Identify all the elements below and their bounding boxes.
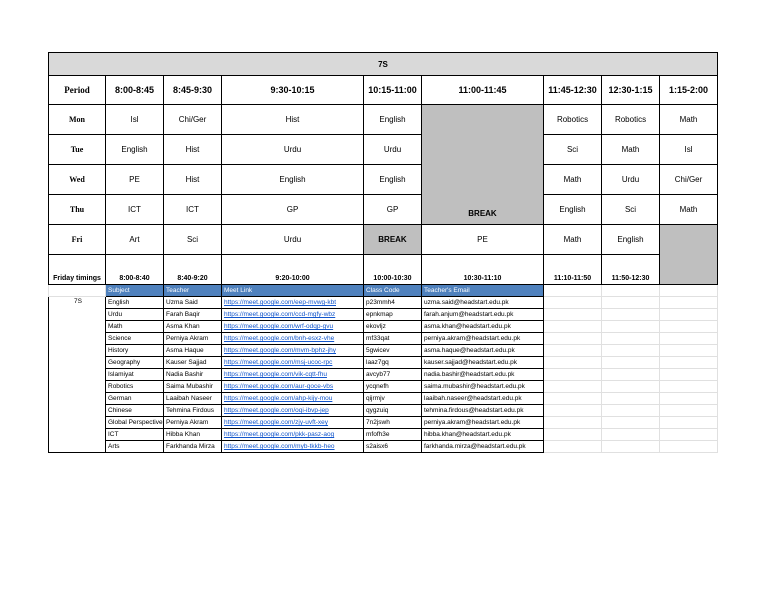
blank-cell — [660, 417, 718, 429]
blank-cell — [660, 309, 718, 321]
lesson-cell: English — [544, 195, 602, 225]
blank-cell — [544, 345, 602, 357]
class-code-cell: qijrmjv — [364, 393, 422, 405]
blank-cell — [602, 369, 660, 381]
lesson-cell: Hist — [222, 105, 364, 135]
day-label: Wed — [49, 165, 106, 195]
meet-link[interactable]: https://meet.google.com/mvm-bphz-jhy — [222, 345, 364, 357]
teacher-email-cell: perniya.akram@headstart.edu.pk — [422, 417, 544, 429]
blank-cell — [602, 333, 660, 345]
lesson-cell: Urdu — [364, 135, 422, 165]
blank-cell — [660, 357, 718, 369]
table-row — [49, 429, 718, 441]
table-row — [49, 369, 718, 381]
column-header: Class Code — [364, 285, 422, 297]
blank-cell — [602, 441, 660, 453]
lesson-cell: Isl — [660, 135, 718, 165]
day-label: Thu — [49, 195, 106, 225]
teacher-cell: Asma Haque — [164, 345, 222, 357]
blank-cell — [544, 297, 602, 309]
blank-cell — [602, 345, 660, 357]
subject-cell: German — [106, 393, 164, 405]
lesson-cell: Sci — [544, 135, 602, 165]
table-row — [49, 393, 718, 405]
class-code-cell: 5gwicev — [364, 345, 422, 357]
class-code-cell: qygzuiq — [364, 405, 422, 417]
teacher-cell: Farah Baqir — [164, 309, 222, 321]
blank-cell — [544, 393, 602, 405]
friday-time: 10:00-10:30 — [364, 255, 422, 285]
class-code-cell: laaz7gq — [364, 357, 422, 369]
lesson-cell: GP — [222, 195, 364, 225]
day-label: Tue — [49, 135, 106, 165]
subject-cell: Geography — [106, 357, 164, 369]
blank-cell — [660, 369, 718, 381]
meet-link[interactable]: https://meet.google.com/myb-tkkb-heo — [222, 441, 364, 453]
day-label: Fri — [49, 225, 106, 255]
class-code-cell: p23mmh4 — [364, 297, 422, 309]
timetable-title: 7S — [49, 53, 718, 76]
class-code-cell: avcyb77 — [364, 369, 422, 381]
lesson-cell: Sci — [602, 195, 660, 225]
table-row — [49, 357, 718, 369]
lesson-cell: Robotics — [602, 105, 660, 135]
blank-cell — [544, 285, 602, 297]
empty-grey-cell — [660, 225, 718, 285]
friday-timings-label: Friday timings — [49, 255, 106, 285]
blank-cell — [544, 441, 602, 453]
column-header: Subject — [106, 285, 164, 297]
column-header: Teacher — [164, 285, 222, 297]
period-time: 11:45-12:30 — [544, 76, 602, 105]
teacher-email-cell: laaibah.naseer@headstart.edu.pk — [422, 393, 544, 405]
blank-cell — [660, 441, 718, 453]
teacher-email-cell: nadia.bashir@headstart.edu.pk — [422, 369, 544, 381]
table-row — [49, 309, 718, 321]
blank-cell — [544, 357, 602, 369]
lesson-cell: PE — [106, 165, 164, 195]
lesson-cell: Sci — [164, 225, 222, 255]
teacher-email-cell: tehmina.firdous@headstart.edu.pk — [422, 405, 544, 417]
table-row — [49, 405, 718, 417]
lesson-cell: Chi/Ger — [660, 165, 718, 195]
period-time: 10:15-11:00 — [364, 76, 422, 105]
lesson-cell: Math — [602, 135, 660, 165]
lesson-cell: English — [364, 165, 422, 195]
friday-time: 11:10-11:50 — [544, 255, 602, 285]
teacher-email-cell: farkhanda.mirza@headstart.edu.pk — [422, 441, 544, 453]
teacher-cell: Laaibah Naseer — [164, 393, 222, 405]
lesson-cell: PE — [422, 225, 544, 255]
blank-cell — [660, 405, 718, 417]
subject-cell: History — [106, 345, 164, 357]
lesson-cell: Hist — [164, 135, 222, 165]
meet-link[interactable]: https://meet.google.com/aur-qoce-vbs — [222, 381, 364, 393]
teacher-email-cell: asma.khan@headstart.edu.pk — [422, 321, 544, 333]
blank-cell — [544, 321, 602, 333]
blank-cell — [602, 381, 660, 393]
column-header: Teacher's Email — [422, 285, 544, 297]
period-time: 8:00-8:45 — [106, 76, 164, 105]
blank-cell — [602, 393, 660, 405]
teacher-email-cell: farah.anjum@headstart.edu.pk — [422, 309, 544, 321]
table-row — [49, 333, 718, 345]
friday-time: 10:30-11:10 — [422, 255, 544, 285]
blank-cell — [602, 309, 660, 321]
teacher-email-cell: asma.haque@headstart.edu.pk — [422, 345, 544, 357]
subject-cell: Urdu — [106, 309, 164, 321]
lesson-cell: ICT — [106, 195, 164, 225]
subject-cell: Robotics — [106, 381, 164, 393]
lesson-cell: English — [602, 225, 660, 255]
meet-link[interactable]: https://meet.google.com/bnh-esxz-vhe — [222, 333, 364, 345]
subject-cell: English — [106, 297, 164, 309]
friday-time: 9:20-10:00 — [222, 255, 364, 285]
blank-cell — [660, 393, 718, 405]
subject-cell: Islamiyat — [106, 369, 164, 381]
friday-time: 8:40-9:20 — [164, 255, 222, 285]
table-row — [49, 381, 718, 393]
blank-cell — [602, 297, 660, 309]
teacher-cell: Perniya Akram — [164, 417, 222, 429]
class-name-cell: 7S — [49, 297, 106, 453]
teacher-email-cell: saima.mubashir@headstart.edu.pk — [422, 381, 544, 393]
class-code-cell: ycqnefh — [364, 381, 422, 393]
lesson-cell: English — [364, 105, 422, 135]
subject-cell: Math — [106, 321, 164, 333]
class-code-cell: mfofh3e — [364, 429, 422, 441]
class-code-cell: mf33qat — [364, 333, 422, 345]
period-time: 8:45-9:30 — [164, 76, 222, 105]
period-time: 12:30-1:15 — [602, 76, 660, 105]
teacher-email-cell: hibba.khan@headstart.edu.pk — [422, 429, 544, 441]
blank-cell — [544, 417, 602, 429]
subject-cell: Global Perspective — [106, 417, 164, 429]
meet-link[interactable]: https://meet.google.com/zjy-uvft-xey — [222, 417, 364, 429]
subject-cell: ICT — [106, 429, 164, 441]
lesson-cell: Math — [544, 225, 602, 255]
meet-link[interactable]: https://meet.google.com/vik-cqtt-fhu — [222, 369, 364, 381]
blank-cell — [660, 429, 718, 441]
class-code-cell: s2aisx6 — [364, 441, 422, 453]
blank-cell — [660, 333, 718, 345]
lesson-cell: Hist — [164, 165, 222, 195]
subject-header-row — [49, 285, 718, 297]
teacher-cell: Tehmina Firdous — [164, 405, 222, 417]
blank-cell — [544, 333, 602, 345]
teacher-email-cell: uzma.said@headstart.edu.pk — [422, 297, 544, 309]
subject-cell: Science — [106, 333, 164, 345]
break-label: BREAK — [468, 209, 497, 218]
period-header: Period — [49, 76, 106, 105]
class-code-cell: epnkmap — [364, 309, 422, 321]
subject-cell: Chinese — [106, 405, 164, 417]
teacher-cell: Asma Khan — [164, 321, 222, 333]
lesson-cell: Math — [544, 165, 602, 195]
teacher-email-cell: kauser.sajjad@headstart.edu.pk — [422, 357, 544, 369]
blank-cell — [544, 429, 602, 441]
blank-cell — [660, 297, 718, 309]
lesson-cell: English — [106, 135, 164, 165]
meet-link[interactable]: https://meet.google.com/msj-ucoc-rpc — [222, 357, 364, 369]
blank-cell — [49, 285, 106, 297]
lesson-cell: Math — [660, 105, 718, 135]
blank-cell — [602, 285, 660, 297]
friday-time: 11:50-12:30 — [602, 255, 660, 285]
meet-link[interactable]: https://meet.google.com/ahp-kijy-mou — [222, 393, 364, 405]
period-time: 11:00-11:45 — [422, 76, 544, 105]
lesson-cell: Urdu — [602, 165, 660, 195]
period-time: 9:30-10:15 — [222, 76, 364, 105]
meet-link[interactable]: https://meet.google.com/ccd-mgfy-wbz — [222, 309, 364, 321]
lesson-cell: Isl — [106, 105, 164, 135]
friday-break-cell: BREAK — [364, 225, 422, 255]
blank-cell — [544, 309, 602, 321]
teacher-cell: Farkhanda Mirza — [164, 441, 222, 453]
class-code-cell: 7n2jswh — [364, 417, 422, 429]
blank-cell — [660, 345, 718, 357]
break-cell — [422, 105, 544, 225]
subject-cell: Arts — [106, 441, 164, 453]
teacher-cell: Hibba Khan — [164, 429, 222, 441]
lesson-cell: GP — [364, 195, 422, 225]
blank-cell — [602, 429, 660, 441]
blank-cell — [660, 381, 718, 393]
lesson-cell: English — [222, 165, 364, 195]
lesson-cell: ICT — [164, 195, 222, 225]
meet-link[interactable]: https://meet.google.com/eep-mvwg-kbt — [222, 297, 364, 309]
blank-cell — [602, 417, 660, 429]
lesson-cell: Math — [660, 195, 718, 225]
table-row — [49, 441, 718, 453]
blank-cell — [660, 285, 718, 297]
lesson-cell: Urdu — [222, 225, 364, 255]
blank-cell — [602, 321, 660, 333]
meet-link[interactable]: https://meet.google.com/wrf-odqp-gvu — [222, 321, 364, 333]
table-row — [49, 345, 718, 357]
column-header: Meet Link — [222, 285, 364, 297]
blank-cell — [544, 369, 602, 381]
day-label: Mon — [49, 105, 106, 135]
period-time: 1:15-2:00 — [660, 76, 718, 105]
teacher-cell: Saima Mubashir — [164, 381, 222, 393]
table-row — [49, 321, 718, 333]
blank-cell — [660, 321, 718, 333]
teacher-cell: Nadia Bashir — [164, 369, 222, 381]
lesson-cell: Art — [106, 225, 164, 255]
class-code-cell: ekovljz — [364, 321, 422, 333]
teacher-cell: Uzma Said — [164, 297, 222, 309]
blank-cell — [602, 357, 660, 369]
timetable — [48, 52, 718, 453]
blank-cell — [602, 405, 660, 417]
teacher-cell: Kauser Sajjad — [164, 357, 222, 369]
table-row — [49, 417, 718, 429]
friday-time: 8:00-8:40 — [106, 255, 164, 285]
blank-cell — [544, 405, 602, 417]
lesson-cell: Chi/Ger — [164, 105, 222, 135]
teacher-cell: Perniya Akram — [164, 333, 222, 345]
teacher-email-cell: perniya.akram@headstart.edu.pk — [422, 333, 544, 345]
lesson-cell: Urdu — [222, 135, 364, 165]
lesson-cell: Robotics — [544, 105, 602, 135]
blank-cell — [544, 381, 602, 393]
meet-link[interactable]: https://meet.google.com/oqi-ibvp-jep — [222, 405, 364, 417]
table-row — [49, 297, 718, 309]
meet-link[interactable]: https://meet.google.com/pkk-pasz-aog — [222, 429, 364, 441]
